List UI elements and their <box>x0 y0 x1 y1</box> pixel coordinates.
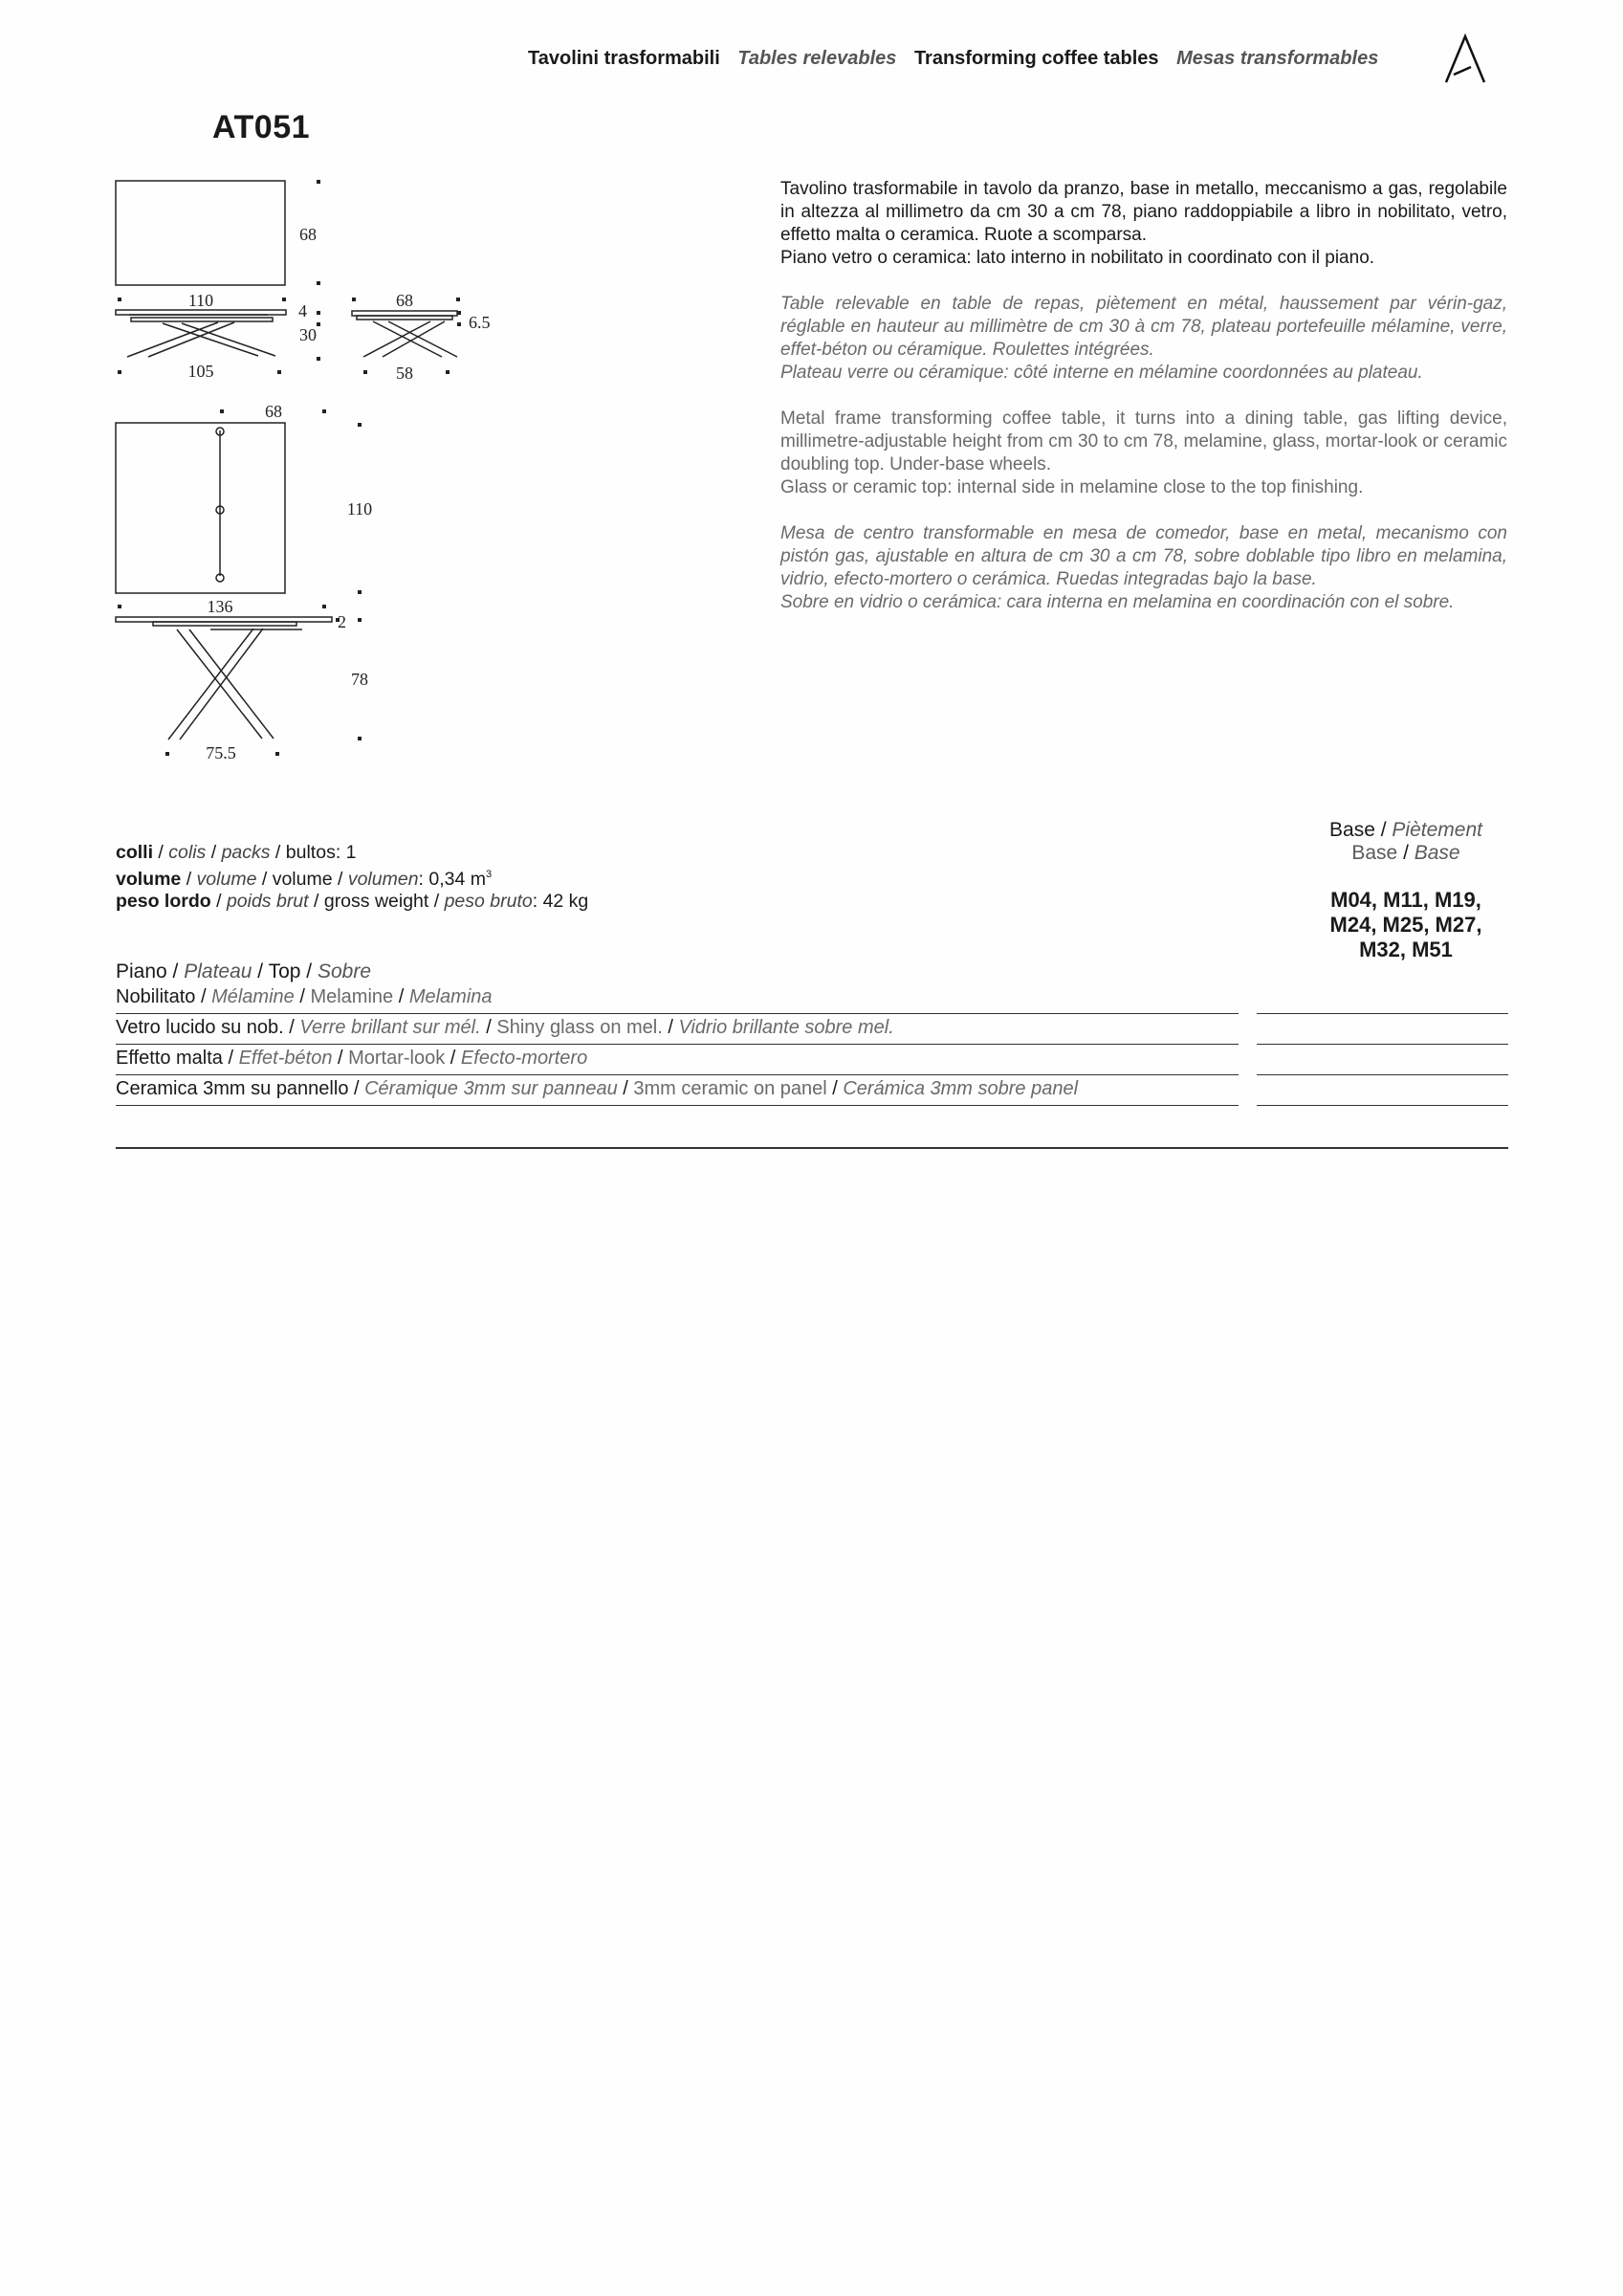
technical-drawings <box>105 172 516 775</box>
top-option-price-cell <box>1257 1013 1508 1045</box>
desc-fr: Table relevable en table de repas, piètement en métal, haussement par vérin-gaz, réglable en hauteur au millimètre de cm 30 à cm 78, plateau portefeuille mélamine, verre, effet-béton ou céramique. Roulettes intégrées. Plateau verre ou céramique: côté interne en mélamine coordonnées au plateau. <box>780 294 1507 383</box>
desc-en: Metal frame transforming coffee table, it turns into a dining table, gas lifting device, millimetre-adjustable height from cm 30 to cm 78, melamine, glass, mortar-look or ceramic doubling top. Under-base wheels. Glass or ceramic top: internal side in melamine close to the top finishing. <box>780 408 1507 497</box>
dim-78: 78 <box>351 670 368 689</box>
desc-it: Tavolino trasformabile in tavolo da pranzo, base in metallo, meccanismo a gas, regolabile in altezza al millimetro da cm 30 a cm 78, piano raddoppiabile a libro in nobilitato, vetro, effetto malta o ceramica. Ruote a scomparsa. Piano vetro o ceramica: lato interno in nobilitato in coordinato con il piano. <box>780 179 1507 268</box>
dim-top-68: 68 <box>265 402 282 421</box>
top-option-row: Ceramica 3mm su pannello / Céramique 3mm sur panneau / 3mm ceramic on panel / Cerámica 3mm sobre panel <box>116 1074 1239 1106</box>
packs-value: 1 <box>345 842 357 863</box>
open-top-view <box>116 423 285 593</box>
top-title: Piano / Plateau / Top / Sobre <box>116 960 372 982</box>
dim-68: 68 <box>299 225 317 244</box>
dim-side-68: 68 <box>396 291 413 310</box>
closed-top-view <box>116 181 285 285</box>
brand-a-logo-icon <box>1442 33 1488 86</box>
packs-line: colli / colis / packs / bultos: 1 <box>116 842 357 863</box>
dim-75-5: 75.5 <box>206 743 236 762</box>
packing-info <box>116 842 588 913</box>
volume-line: volume / volume / volume / volumen: 0,34 $m^3$ <box>116 869 493 890</box>
volume-value: 0,34 m <box>428 869 487 890</box>
desc-es: Mesa de centro transformable en mesa de comedor, base en metal, mecanismo con pistón gas, ajustable en altura de cm 30 a cm 78, sobre doblable tipo libro en melamina, vidrio, efecto-mortero o cerámica. Ruedas integradas bajo la base. Sobre en vidrio o cerámica: cara interna en melamina en coordinación con el sobre. <box>780 523 1507 612</box>
header-fr: Tables relevables <box>737 48 897 69</box>
top-option-row: Effetto malta / Effet-béton / Mortar-look / Efecto-mortero <box>116 1044 1239 1075</box>
dim-30: 30 <box>299 325 317 344</box>
dim-105: 105 <box>187 362 214 381</box>
base-codes: M04, M11, M19, M24, M25, M27, M32, M51 <box>1329 888 1482 961</box>
header-es: Mesas transformables <box>1176 48 1379 69</box>
top-option-row: Nobilitato / Mélamine / Melamine / Melamina <box>116 982 1239 1014</box>
weight-line: peso lordo / poids brut / gross weight / peso bruto: 42 kg <box>116 891 589 912</box>
dim-110-vertical: 110 <box>346 499 373 519</box>
dim-6-5: 6.5 <box>469 313 491 332</box>
section-divider <box>116 1147 1508 1149</box>
description-block <box>780 178 1507 637</box>
header-it: Tavolini trasformabili <box>528 48 720 69</box>
top-option-price-cell <box>1257 1074 1508 1106</box>
top-option-row: Vetro lucido su nob. / Verre brillant sur mél. / Shiny glass on mel. / Vidrio brillante sobre mel. <box>116 1013 1239 1045</box>
catalog-header <box>528 48 1391 70</box>
top-option-price-cell <box>1257 982 1508 1014</box>
header-en: Transforming coffee tables <box>913 48 1159 69</box>
base-finishes: Base / Piètement Base / Base M04, M11, M19, M24, M25, M27, M32, M51 <box>1253 819 1559 962</box>
dim-4: 4 <box>298 301 307 320</box>
product-code: AT051 <box>212 109 311 145</box>
dim-2: 2 <box>338 612 346 631</box>
dim-136: 136 <box>207 597 233 616</box>
top-option-price-cell <box>1257 1044 1508 1075</box>
dim-58: 58 <box>396 364 413 383</box>
dim-110: 110 <box>187 291 214 310</box>
weight-value: 42 kg <box>542 891 589 912</box>
